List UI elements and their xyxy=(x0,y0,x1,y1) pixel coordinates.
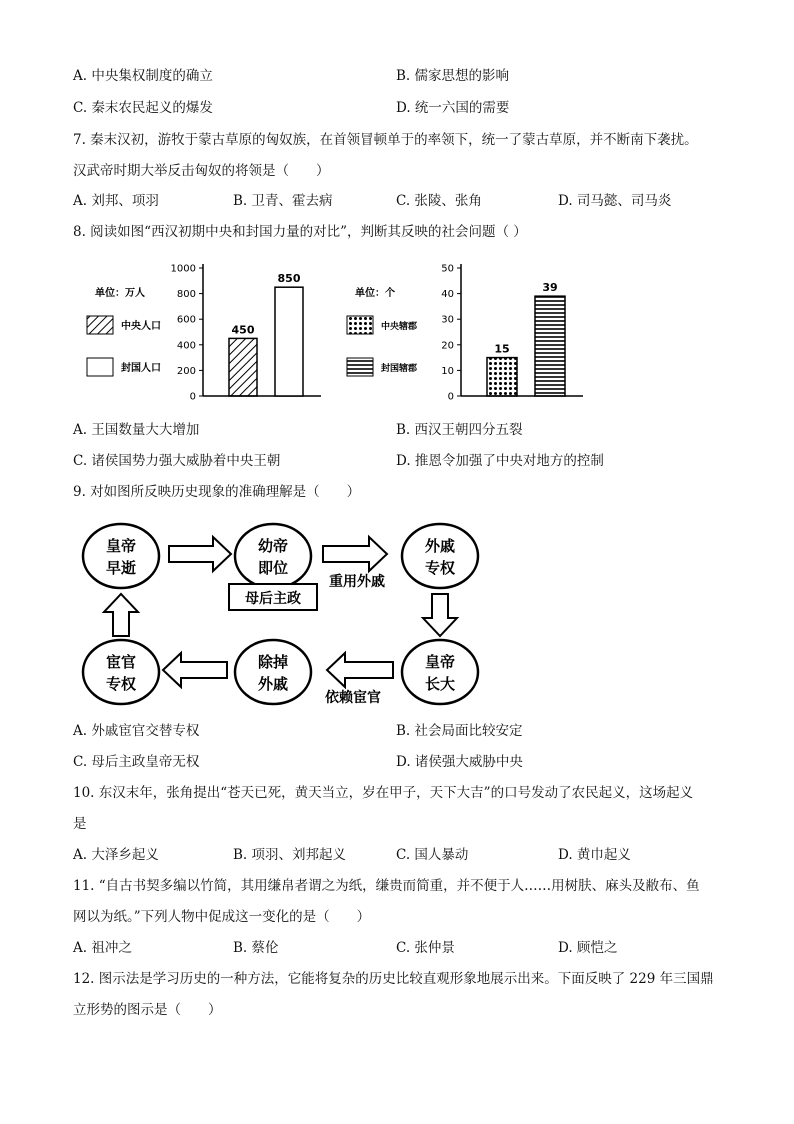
y-tick-label: 0 xyxy=(189,391,196,403)
arrow-right-2 xyxy=(323,537,387,571)
q10-option-d: D. 黄巾起义 xyxy=(558,847,631,863)
q6-option-b: B. 儒家思想的影响 xyxy=(396,68,510,84)
bar-central-commanderies xyxy=(487,358,517,396)
legend-label-central-commanderies: 中央辖郡 xyxy=(381,322,418,332)
svg-text:外戚: 外戚 xyxy=(257,675,289,693)
node-child-emperor-enthroned xyxy=(235,524,311,588)
svg-text:长大: 长大 xyxy=(424,675,456,693)
commandery-chart xyxy=(347,264,583,403)
q10-stem-line1: 10. 东汉末年，张角提出“苍天已死，黄天当立，岁在甲子，天下大吉”的口号发动了农民起义，这场起义 xyxy=(73,785,694,801)
svg-text:早逝: 早逝 xyxy=(105,559,137,577)
node-remove-consort-clan xyxy=(235,640,311,704)
node-eunuch-dominance xyxy=(83,640,159,704)
y-tick-label: 20 xyxy=(441,340,454,352)
q11-stem-line2: 网以为纸。”下列人物中促成这一变化的是（ ） xyxy=(73,909,371,925)
arrow-left-2 xyxy=(163,653,227,687)
population-chart xyxy=(87,264,321,403)
svg-text:母后主政: 母后主政 xyxy=(245,591,301,607)
node-emperor-dies-early xyxy=(83,524,159,588)
population-unit-label: 单位：万人 xyxy=(95,288,145,299)
legend-swatch-fiefdom-commanderies xyxy=(347,358,373,376)
svg-text:外戚: 外戚 xyxy=(424,537,456,555)
q11-option-c: C. 张仲景 xyxy=(396,940,455,956)
svg-text:即位: 即位 xyxy=(257,559,289,577)
y-tick-label: 600 xyxy=(176,314,196,326)
q8-option-b: B. 西汉王朝四分五裂 xyxy=(396,422,523,438)
q11-option-d: D. 顾恺之 xyxy=(558,940,618,956)
commandery-unit-label: 单位：个 xyxy=(355,288,395,299)
q10-stem-line2: 是 xyxy=(73,816,87,832)
q8-chart-figure xyxy=(73,256,593,406)
y-tick-label: 1000 xyxy=(170,263,196,275)
bar-fiefdom-commanderies xyxy=(535,296,565,396)
box-empress-dowager-regency xyxy=(229,584,317,610)
node-emperor-grows-up xyxy=(402,640,478,704)
svg-text:宦官: 宦官 xyxy=(105,653,137,671)
q9-option-a: A. 外戚宦官交替专权 xyxy=(73,723,200,739)
y-tick-label: 400 xyxy=(176,340,196,352)
legend-label-central-population: 中央人口 xyxy=(121,321,161,332)
q7-option-c: C. 张陵、张角 xyxy=(396,193,482,209)
y-tick-label: 0 xyxy=(447,391,454,403)
legend-swatch-fiefdom-population xyxy=(87,358,113,376)
q7-option-d: D. 司马懿、司马炎 xyxy=(558,193,672,209)
svg-text:皇帝: 皇帝 xyxy=(424,653,456,671)
q9-cycle-diagram xyxy=(73,518,513,718)
arrow-down xyxy=(423,594,457,636)
arrow-up xyxy=(104,594,138,636)
svg-text:皇帝: 皇帝 xyxy=(105,537,137,555)
label-rely-on-eunuchs: 依赖宦官 xyxy=(325,690,381,706)
y-tick-label: 40 xyxy=(441,289,454,301)
legend-swatch-central-commanderies xyxy=(347,316,373,334)
arrow-right-1 xyxy=(169,537,231,571)
q9-option-b: B. 社会局面比较安定 xyxy=(396,723,523,739)
q8-option-a: A. 王国数量大大增加 xyxy=(73,422,200,438)
q6-option-c: C. 秦末农民起义的爆发 xyxy=(73,100,213,116)
arrow-left-1 xyxy=(327,653,393,687)
bar-fiefdom-population xyxy=(275,287,303,396)
q7-option-a: A. 刘邦、项羽 xyxy=(73,193,159,209)
bar-central-population xyxy=(229,338,257,396)
svg-text:除掉: 除掉 xyxy=(257,653,289,671)
q10-option-b: B. 项羽、刘邦起义 xyxy=(233,847,347,863)
q12-stem-line1: 12. 图示法是学习历史的一种方法，它能将复杂的历史比较直观形象地展示出来。下面反映了 229 年三国鼎 xyxy=(73,971,714,987)
q11-option-a: A. 祖冲之 xyxy=(73,940,132,956)
q10-option-c: C. 国人暴动 xyxy=(396,847,469,863)
y-tick-label: 200 xyxy=(176,365,196,377)
bar-central-population-label: 450 xyxy=(231,323,255,337)
q11-stem-line1: 11. “自古书契多编以竹简，其用缣帛者谓之为纸，缣贵而简重，并不便于人……用树肤、麻头及敝布、鱼 xyxy=(73,878,700,894)
q8-stem: 8. 阅读如图“西汉初期中央和封国力量的对比”，判断其反映的社会问题（ ） xyxy=(73,224,527,240)
q7-stem-line2: 汉武帝时期大举反击匈奴的将领是（ ） xyxy=(73,163,330,179)
legend-label-fiefdom-population: 封国人口 xyxy=(121,363,161,374)
q10-option-a: A. 大泽乡起义 xyxy=(73,847,159,863)
node-consort-clan-dominance xyxy=(402,524,478,588)
q7-option-b: B. 卫青、霍去病 xyxy=(233,193,333,209)
y-tick-label: 30 xyxy=(441,314,454,326)
svg-text:幼帝: 幼帝 xyxy=(257,537,289,555)
bar-fiefdom-population-label: 850 xyxy=(277,272,301,286)
q12-stem-line2: 立形势的图示是（ ） xyxy=(73,1002,222,1018)
svg-text:专权: 专权 xyxy=(424,559,456,577)
q8-option-d: D. 推恩令加强了中央对地方的控制 xyxy=(396,453,604,469)
bar-central-commanderies-label: 15 xyxy=(494,342,510,356)
y-tick-label: 50 xyxy=(441,263,454,275)
y-tick-label: 10 xyxy=(441,365,454,377)
bar-fiefdom-commanderies-label: 39 xyxy=(542,281,558,295)
q9-stem: 9. 对如图所反映历史现象的准确理解是（ ） xyxy=(73,484,361,500)
y-tick-label: 800 xyxy=(176,289,196,301)
q9-option-d: D. 诸侯强大威胁中央 xyxy=(396,754,523,770)
q8-option-c: C. 诸侯国势力强大威胁着中央王朝 xyxy=(73,453,281,469)
svg-text:专权: 专权 xyxy=(105,675,137,693)
label-rely-on-consort-clan: 重用外戚 xyxy=(329,574,385,590)
q9-option-c: C. 母后主政皇帝无权 xyxy=(73,754,200,770)
legend-label-fiefdom-commanderies: 封国辖郡 xyxy=(381,364,418,374)
q7-stem-line1: 7. 秦末汉初，游牧于蒙古草原的匈奴族，在首领冒顿单于的率领下，统一了蒙古草原，并不断南下袭扰。 xyxy=(73,132,698,148)
q6-option-a: A. 中央集权制度的确立 xyxy=(73,68,213,84)
q6-option-d: D. 统一六国的需要 xyxy=(396,100,510,116)
legend-swatch-central-population xyxy=(87,316,113,334)
q11-option-b: B. 蔡伦 xyxy=(233,940,279,956)
